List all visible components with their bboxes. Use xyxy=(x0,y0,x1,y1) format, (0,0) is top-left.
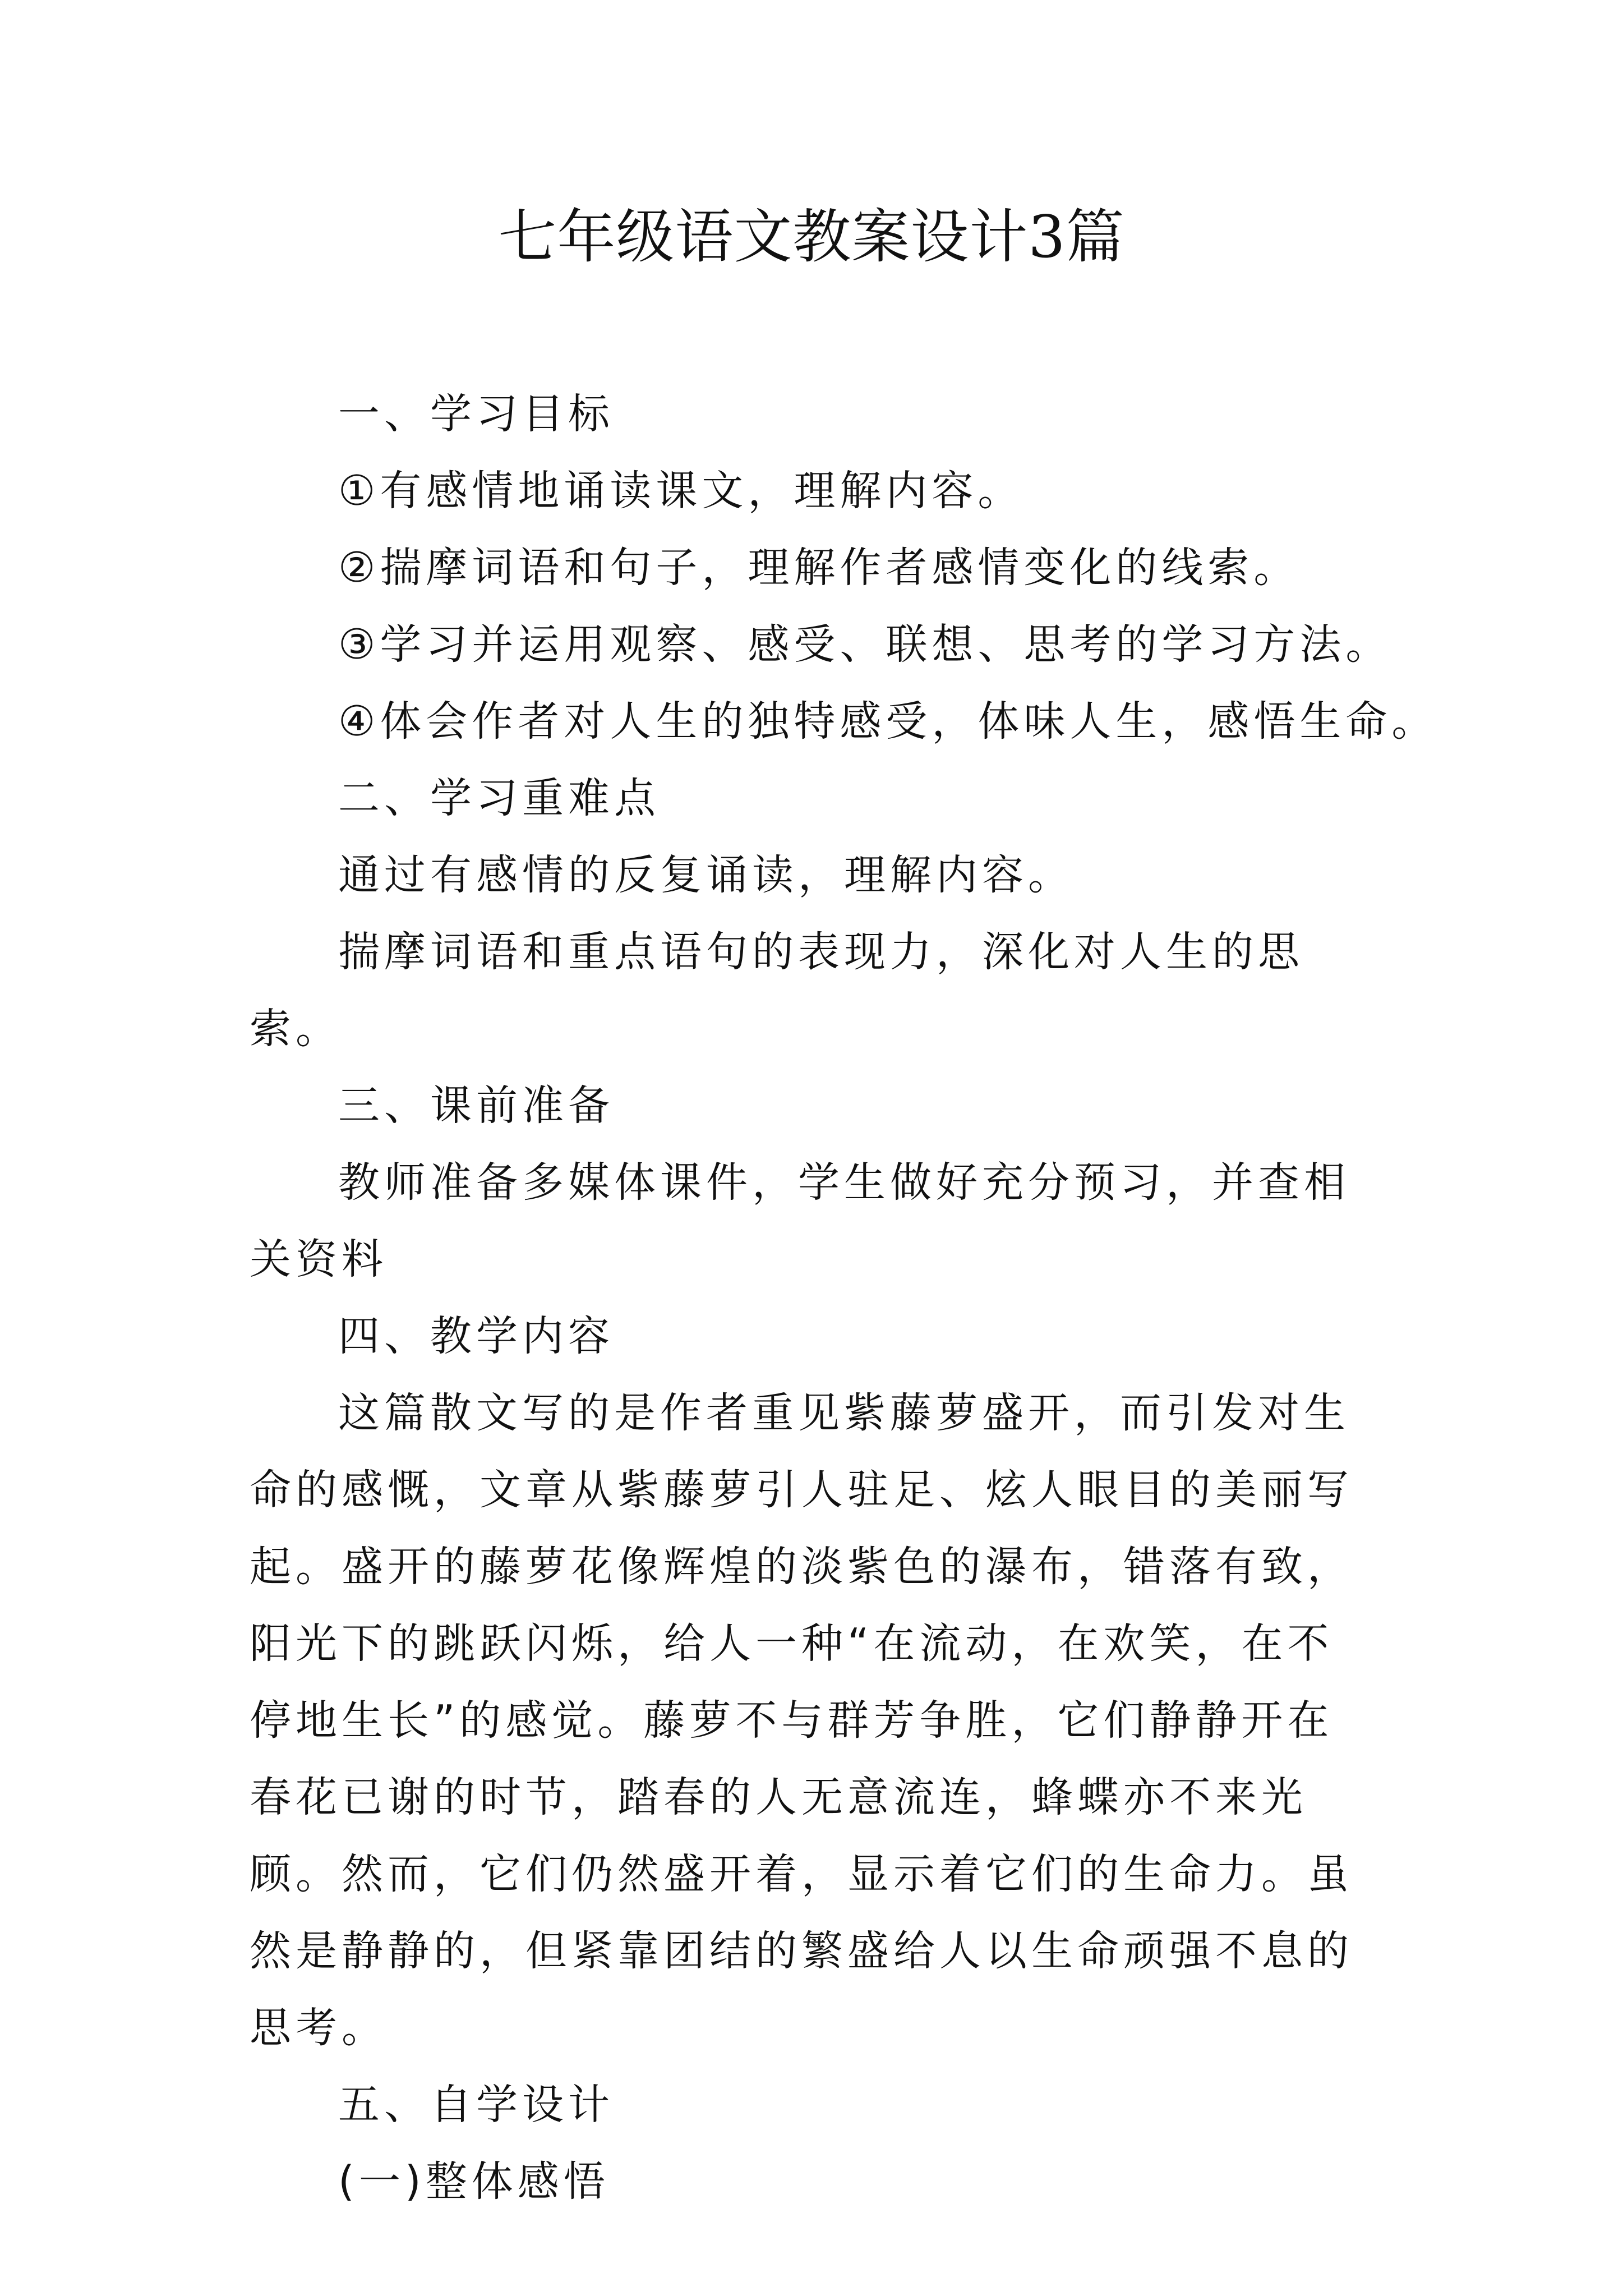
teaching-content-paragraph: 这篇散文写的是作者重见紫藤萝盛开，而引发对生命的感慨，文章从紫藤萝引人驻足、炫人眼目的美丽写起。盛开的藤萝花像辉煌的淡紫色的瀑布，错落有致，阳光下的跳跃闪烁，给人一种“在流动，在欢笑，在不停地生长”的感觉。藤萝不与群芳争胜，它们静静开在春花已谢的时节，踏春的人无意流连，蜂蝶亦不来光顾。然而，它们仍然盛开着，显示着它们的生命力。虽然是静静的，但紧靠团结的繁盛给人以生命顽强不息的思考。 xyxy=(250,1389,1353,2052)
subsection-heading-overall-perception: (一)整体感悟 xyxy=(338,2157,610,2206)
document-body xyxy=(250,376,1438,2220)
learning-goal-2: ②揣摩词语和句子，理解作者感情变化的线索。 xyxy=(338,544,1300,592)
learning-goal-4: ④体会作者对人生的独特感受，体味人生，感悟生命。 xyxy=(338,697,1438,746)
key-difficulty-1: 通过有感情的反复诵读，理解内容。 xyxy=(338,851,1074,899)
learning-goal-1: ①有感情地诵读课文，理解内容。 xyxy=(338,467,1024,515)
key-difficulty-2: 揣摩词语和重点语句的表现力，深化对人生的思索。 xyxy=(250,928,1304,1053)
preparation-paragraph: 教师准备多媒体课件，学生做好充分预习，并查相关资料 xyxy=(250,1158,1350,1283)
section-heading-self-study: 五、自学设计 xyxy=(338,2081,614,2129)
learning-goal-3: ③学习并运用观察、感受、联想、思考的学习方法。 xyxy=(338,620,1392,669)
section-heading-key-difficulties: 二、学习重难点 xyxy=(338,774,660,822)
section-heading-preparation: 三、课前准备 xyxy=(338,1082,614,1130)
section-heading-learning-goals: 一、学习目标 xyxy=(338,390,614,438)
section-heading-teaching-content: 四、教学内容 xyxy=(338,1312,614,1360)
document-title: 七年级语文教案设计3篇 xyxy=(498,203,1125,271)
